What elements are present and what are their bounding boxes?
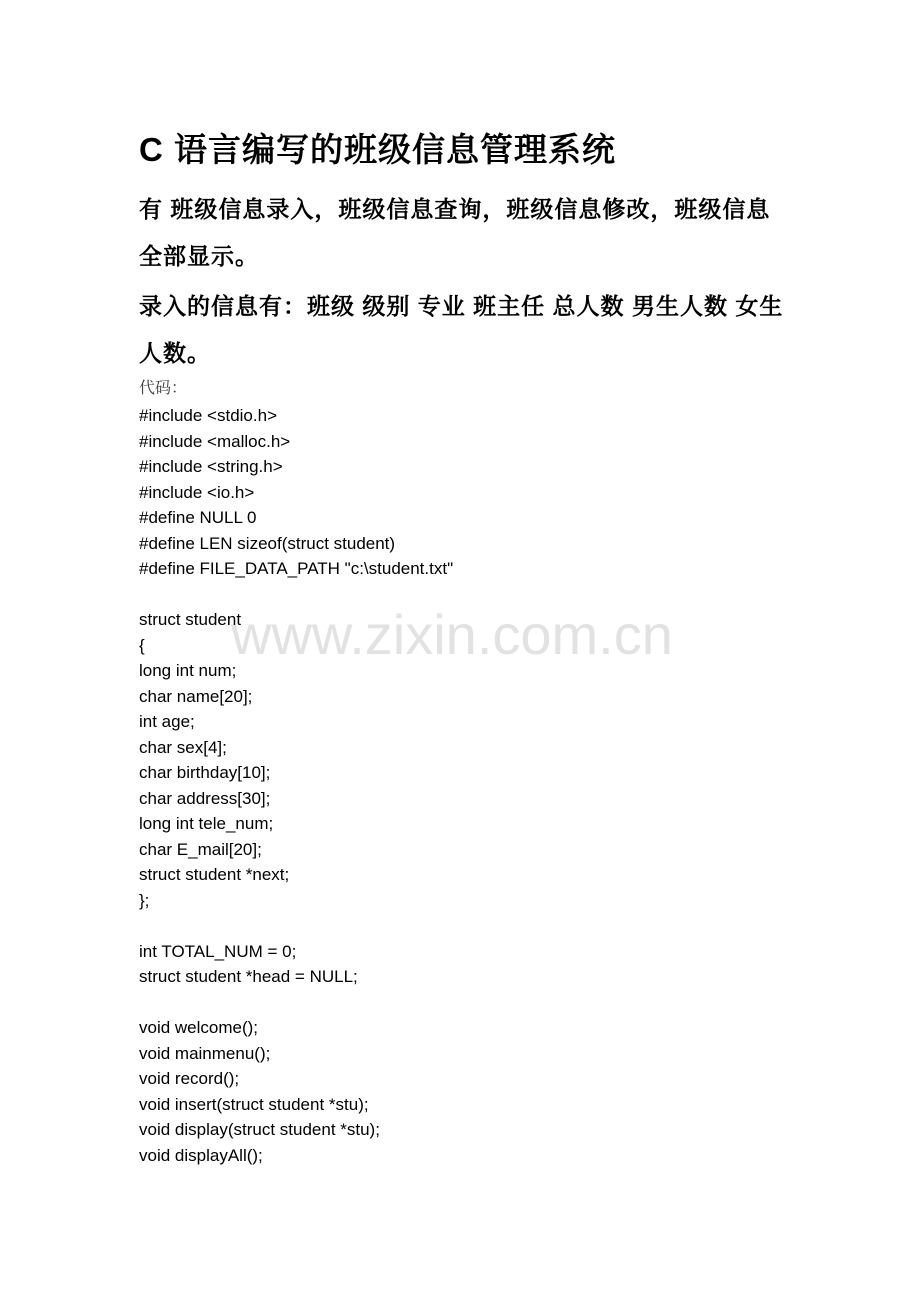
code-line bbox=[139, 990, 453, 1016]
code-line: char address[30]; bbox=[139, 788, 271, 808]
code-line: void mainmenu(); bbox=[139, 1043, 271, 1063]
watermark: www.zixin.com.cn bbox=[231, 603, 673, 666]
features-description: 有 班级信息录入，班级信息查询，班级信息修改，班级信息全部显示。 bbox=[139, 196, 771, 269]
code-line: char sex[4]; bbox=[139, 737, 227, 757]
code-line: }; bbox=[139, 890, 150, 910]
code-line: char name[20]; bbox=[139, 686, 253, 706]
code-line: void welcome(); bbox=[139, 1018, 259, 1037]
code-line: struct student *head = NULL; bbox=[139, 967, 358, 986]
code-line: void displayAll(); bbox=[139, 1145, 263, 1165]
code-line: int TOTAL_NUM = 0; bbox=[139, 941, 297, 961]
code-line: void record(); bbox=[139, 1069, 240, 1088]
code-line: char birthday[10]; bbox=[139, 763, 271, 782]
code-line: #define FILE_DATA_PATH "c:\student.txt" bbox=[139, 559, 454, 578]
code-line: #define NULL 0 bbox=[139, 508, 257, 527]
code-line: void display(struct student *stu); bbox=[139, 1120, 380, 1139]
code-line: struct student bbox=[139, 610, 242, 629]
code-label: 代码： bbox=[139, 378, 188, 397]
code-line: long int num; bbox=[139, 661, 237, 680]
code-line: #include <string.h> bbox=[139, 457, 283, 476]
code-line: { bbox=[139, 635, 145, 655]
code-line: void insert(struct student *stu); bbox=[139, 1094, 369, 1114]
code-line: int age; bbox=[139, 712, 195, 731]
code-line: long int tele_num; bbox=[139, 814, 274, 833]
fields-description: 录入的信息有：班级 级别 专业 班主任 总人数 男生人数 女生人数。 bbox=[139, 293, 784, 366]
code-line: #include <io.h> bbox=[139, 482, 255, 502]
code-line: struct student *next; bbox=[139, 865, 290, 884]
code-line: char E_mail[20]; bbox=[139, 839, 262, 859]
code-block bbox=[139, 403, 453, 1168]
code-line bbox=[139, 913, 453, 939]
code-line: #include <stdio.h> bbox=[139, 406, 277, 425]
code-line: #include <malloc.h> bbox=[139, 431, 291, 451]
code-line bbox=[139, 582, 453, 608]
code-line: #define LEN sizeof(struct student) bbox=[139, 533, 396, 553]
document-title: C 语言编写的班级信息管理系统 bbox=[139, 131, 616, 168]
